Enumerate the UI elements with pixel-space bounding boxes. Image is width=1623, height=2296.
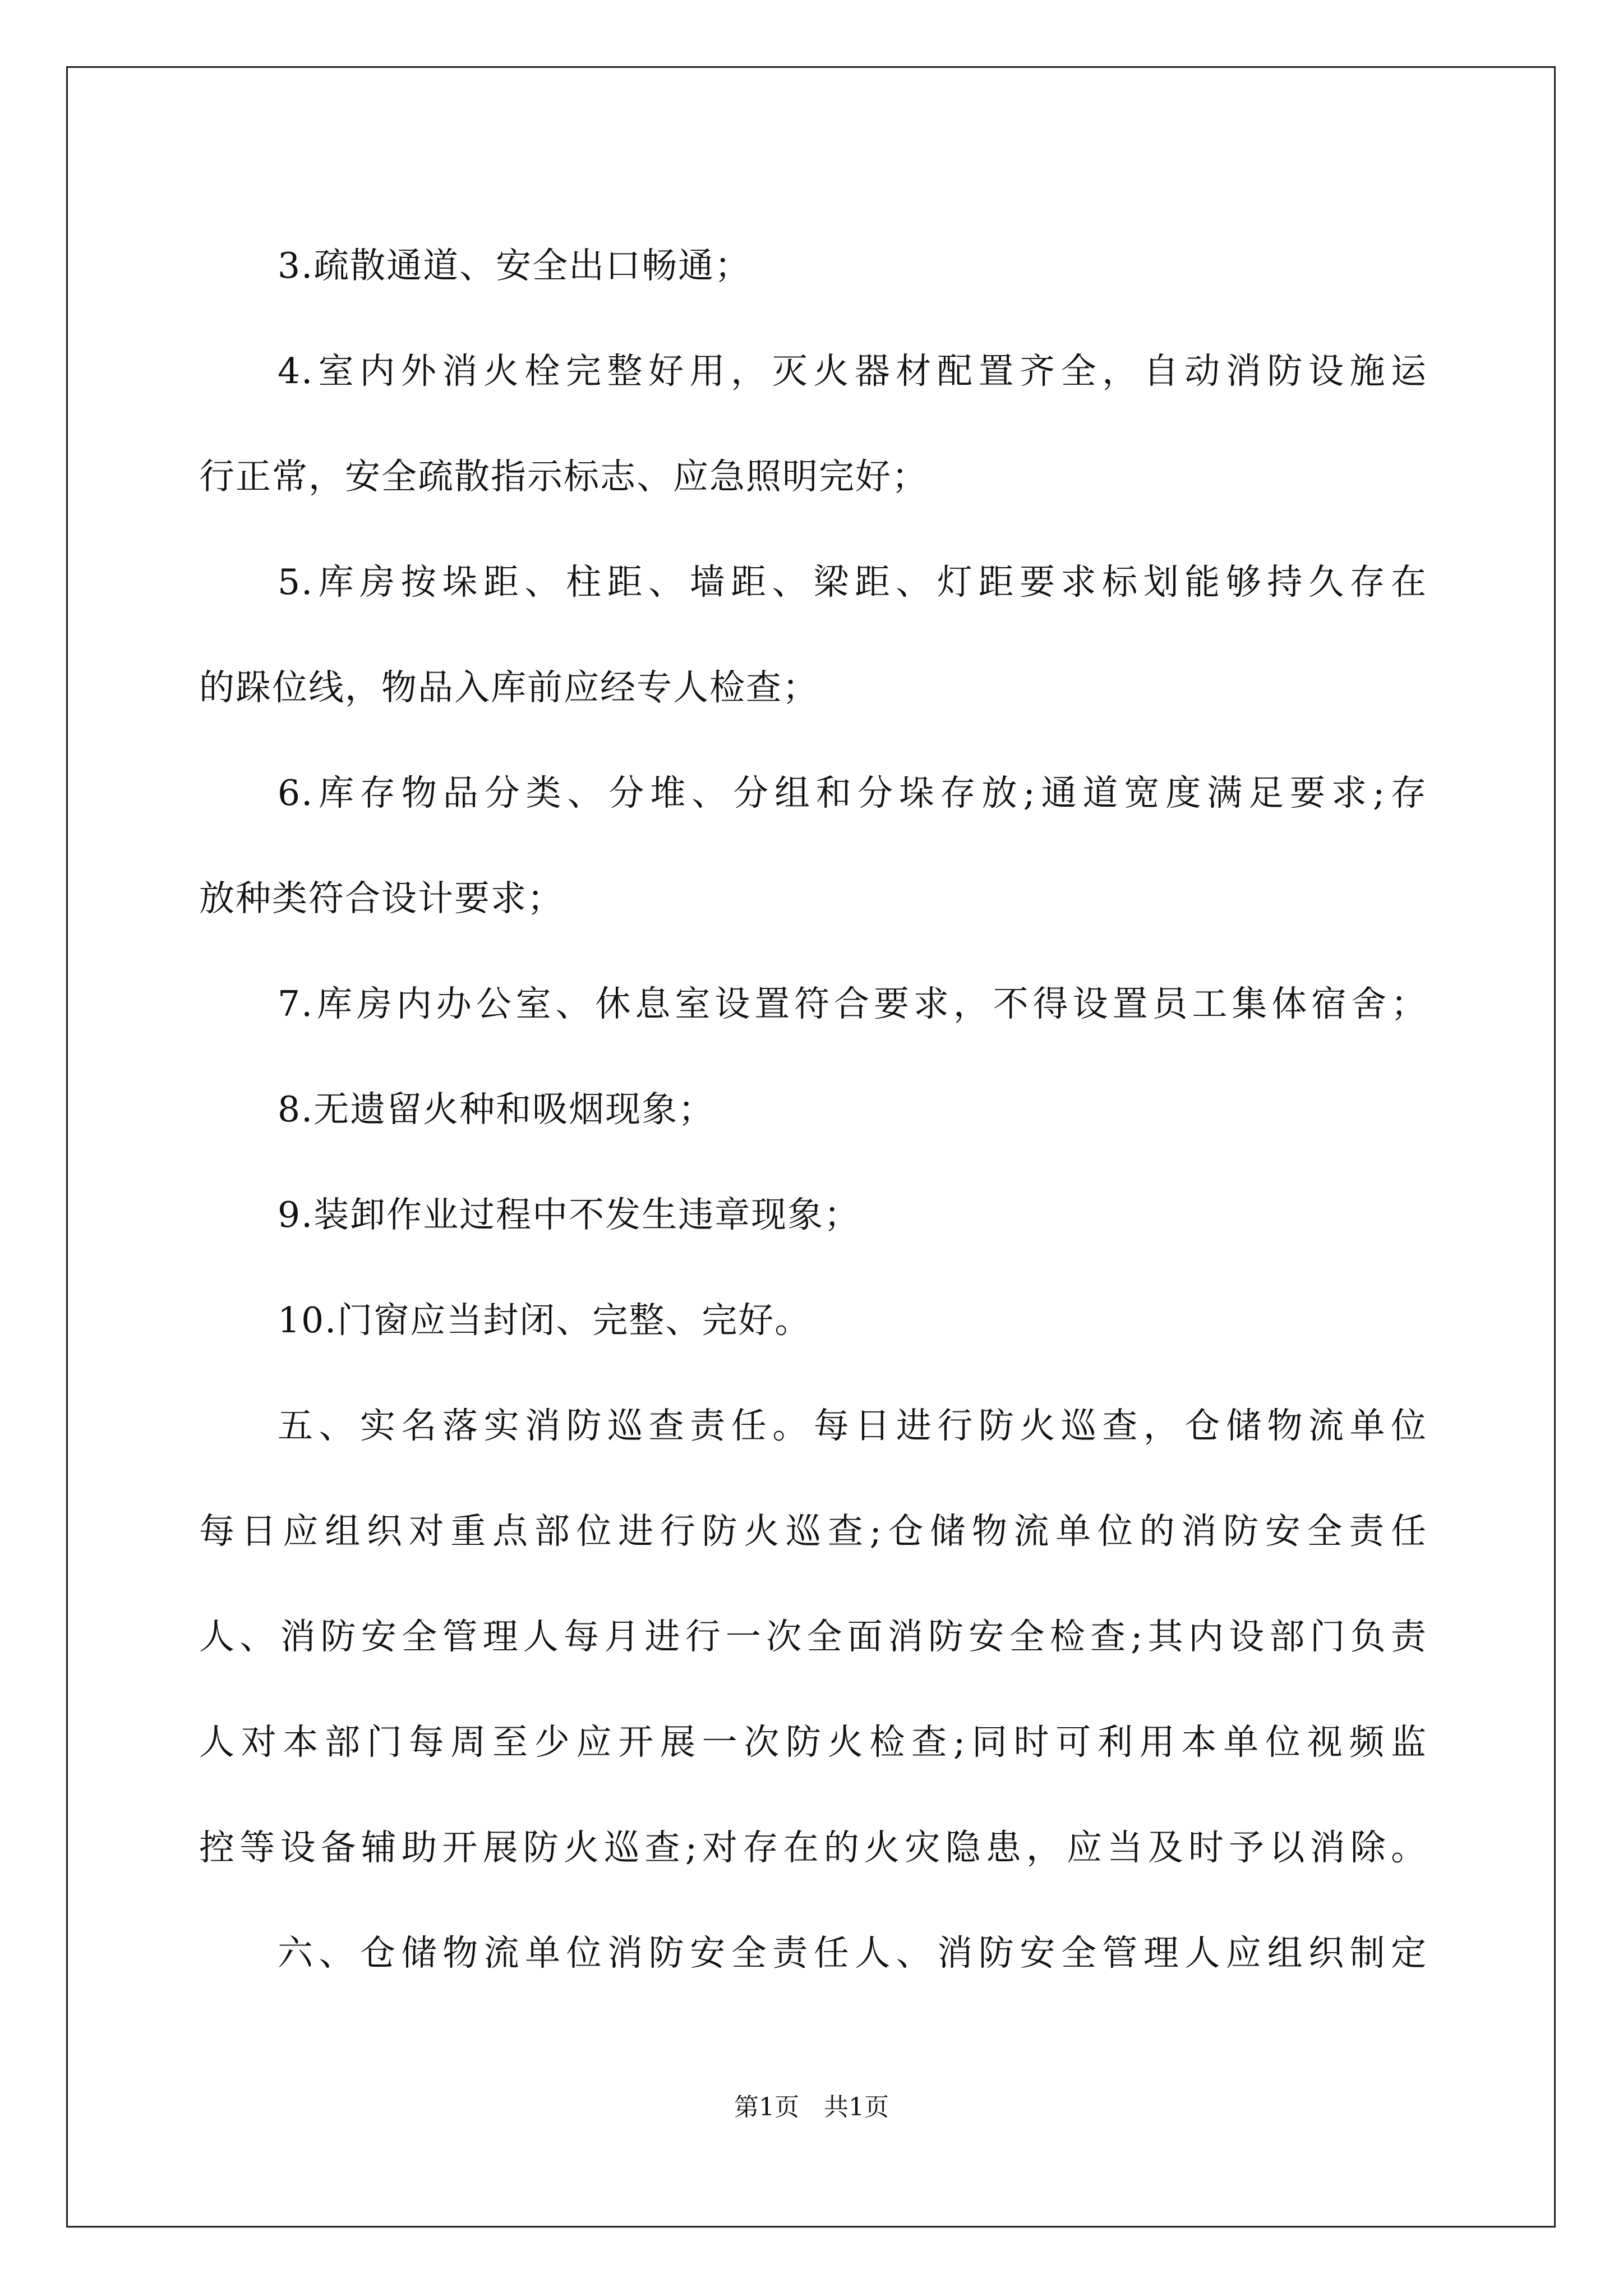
page-footer: 第1页 共1页 [734,2093,889,2122]
text-line: 人、消防安全管理人每月进行一次全面消防安全检查;其内设部门负责 [199,1616,1427,1657]
text-line: 3.疏散通道、安全出口畅通； [278,245,751,286]
text-line: 10.门窗应当封闭、完整、完好。 [278,1300,811,1341]
text-line: 每日应组织对重点部位进行防火巡查;仓储物流单位的消防安全责任 [199,1511,1427,1552]
text-line: 6.库存物品分类、分堆、分组和分垛存放;通道宽度满足要求;存 [278,772,1427,813]
text-line: 人对本部门每周至少应开展一次防火检查;同时可利用本单位视频监 [199,1722,1427,1763]
text-line: 六、仓储物流单位消防安全责任人、消防安全管理人应组织制定 [278,1932,1427,1973]
text-line: 4.室内外消火栓完整好用，灭火器材配置齐全，自动消防设施运 [278,351,1427,392]
text-line: 8.无遗留火种和吸烟现象； [278,1089,715,1130]
text-line: 9.装卸作业过程中不发生违章现象； [278,1194,861,1235]
text-line: 的跺位线，物品入库前应经专人检查； [199,667,819,708]
document-body [199,213,1427,2006]
text-line: 7.库房内办公室、休息室设置符合要求，不得设置员工集体宿舍； [278,983,1427,1024]
text-line: 行正常，安全疏散指示标志、应急照明完好； [199,456,928,497]
text-line: 五、实名落实消防巡查责任。每日进行防火巡查，仓储物流单位 [278,1405,1427,1446]
text-line: 控等设备辅助开展防火巡查;对存在的火灾隐患，应当及时予以消除。 [199,1827,1427,1868]
text-line: 放种类符合设计要求； [199,878,564,919]
text-line: 5.库房按垛距、柱距、墙距、梁距、灯距要求标划能够持久存在 [278,562,1427,602]
